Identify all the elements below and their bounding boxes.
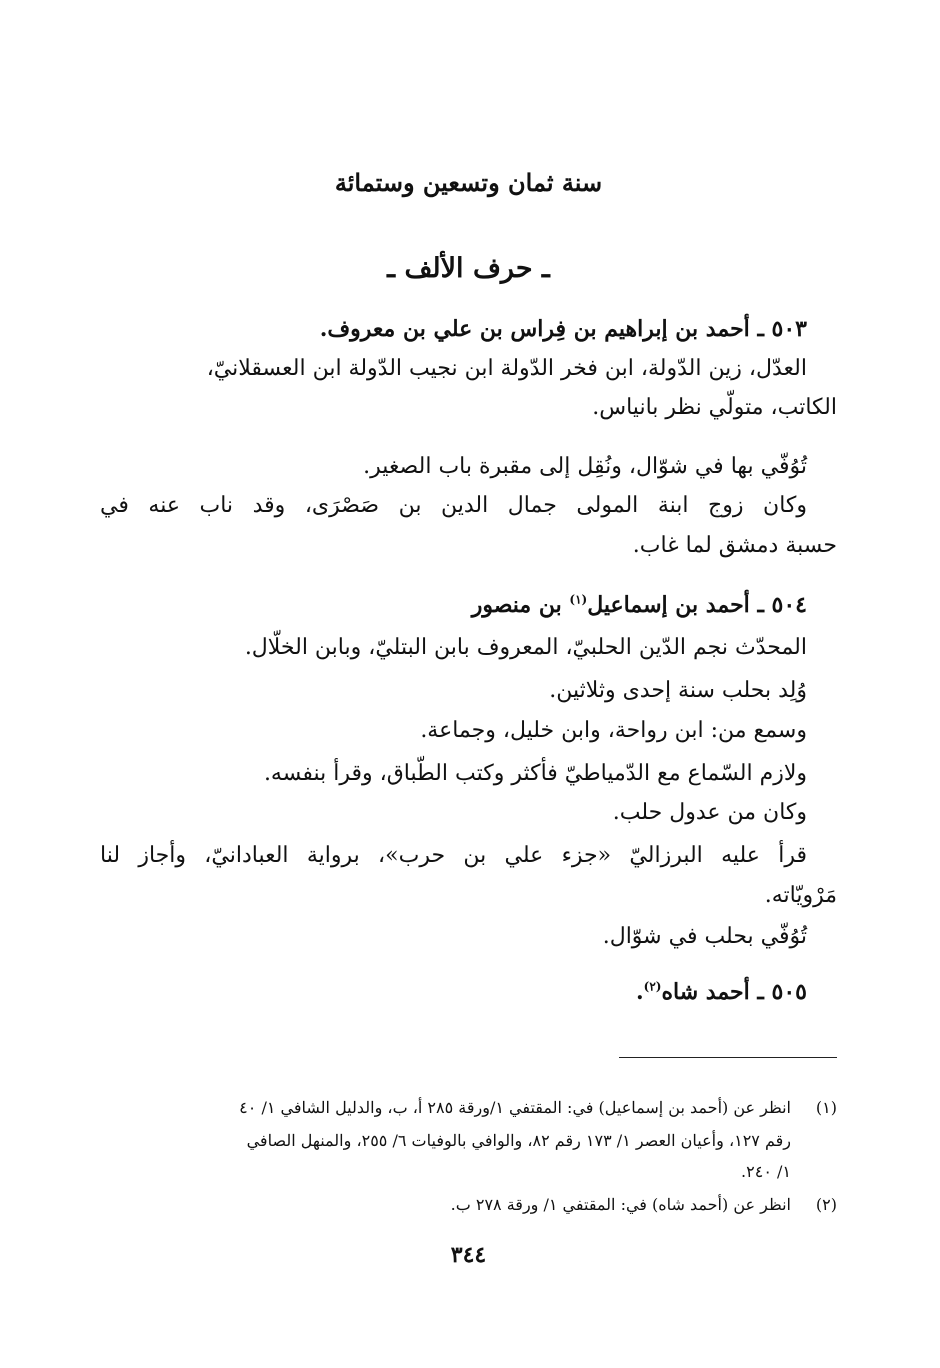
entry-503-line-4: وكان زوج ابنة المولى جمال الدين بن صَصْرَى، وقد ناب عنه في <box>100 493 807 518</box>
entry-505-heading-rest: . <box>635 979 644 1005</box>
footnote-1-text-3: ١/ ٢٤٠. <box>741 1162 791 1181</box>
entry-504-heading-name: ٥٠٤ ـ أحمد بن إسماعيل <box>587 592 807 618</box>
entry-504-line-6: قرأ عليه البرزاليّ «جزء علي بن حرب»، برواية العبادانيّ، وأجاز لنا <box>100 843 807 868</box>
section-title: ـ حرف الألف ـ <box>387 253 550 284</box>
entry-504-line-7: مَرْويّاته. <box>764 883 837 908</box>
entry-503-line-2: الكاتب، متولّي نظر بانياس. <box>592 395 837 420</box>
entry-504-line-5: وكان من عدول حلب. <box>612 800 807 825</box>
entry-504-line-4: ولازم السّماع مع الدّمياطيّ فأكثر وكتب الطّباق، وقرأ بنفسه. <box>263 761 807 786</box>
footnote-separator <box>619 1057 837 1058</box>
book-page <box>100 0 837 1368</box>
footnote-2-number: (٢) <box>815 1195 837 1214</box>
entry-504-heading-rest: بن منصور <box>471 592 570 618</box>
entry-505-heading <box>100 977 807 1007</box>
page-number: ٣٤٤ <box>450 1242 487 1268</box>
footnote-ref-2: (٢) <box>643 979 662 994</box>
entry-504-line-2: وُلِد بحلب سنة إحدى وثلاثين. <box>549 678 807 703</box>
footnote-2-text-1: انظر عن (أحمد شاه) في: المقتفي ١/ ورقة ٢٧٨ ب. <box>450 1195 791 1214</box>
footnote-1-text-1: انظر عن (أحمد بن إسماعيل) في: المقتفي ١/ورقة ٢٨٥ أ، ب، والدليل الشافي ١/ ٤٠ <box>239 1098 791 1117</box>
entry-503-line-3: تُوُفّي بها في شوّال، ونُقِل إلى مقبرة باب الصغير. <box>363 454 807 479</box>
entry-505-heading-name: ٥٠٥ ـ أحمد شاه <box>661 979 807 1005</box>
year-title: سنة ثمان وتسعين وستمائة <box>334 168 603 197</box>
entry-503-line-5: حسبة دمشق لما غاب. <box>632 533 837 558</box>
footnote-ref-1: (١) <box>569 592 588 607</box>
entry-504-line-8: تُوُفّي بحلب في شوّال. <box>602 924 807 949</box>
entry-504-line-3: وسمع من: ابن رواحة، وابن خليل، وجماعة. <box>420 718 807 743</box>
entry-503-heading: ٥٠٣ ـ أحمد بن إبراهيم بن فِراس بن علي بن معروف. <box>319 316 807 342</box>
entry-503-line-1: العدّل، زين الدّولة، ابن فخر الدّولة ابن نجيب الدّولة ابن العسقلانيّ، <box>206 356 807 381</box>
entry-504-line-1: المحدّث نجم الدّين الحلبيّ، المعروف بابن البتليّ، وبابن الخلّال. <box>244 635 807 660</box>
footnote-1-text-2: رقم ١٢٧، وأعيان العصر ١/ ١٧٣ رقم ٨٢، والوافي بالوفيات ٦/ ٢٥٥، والمنهل الصافي <box>246 1131 791 1150</box>
entry-504-heading <box>100 590 807 620</box>
footnote-1-number: (١) <box>815 1098 837 1117</box>
